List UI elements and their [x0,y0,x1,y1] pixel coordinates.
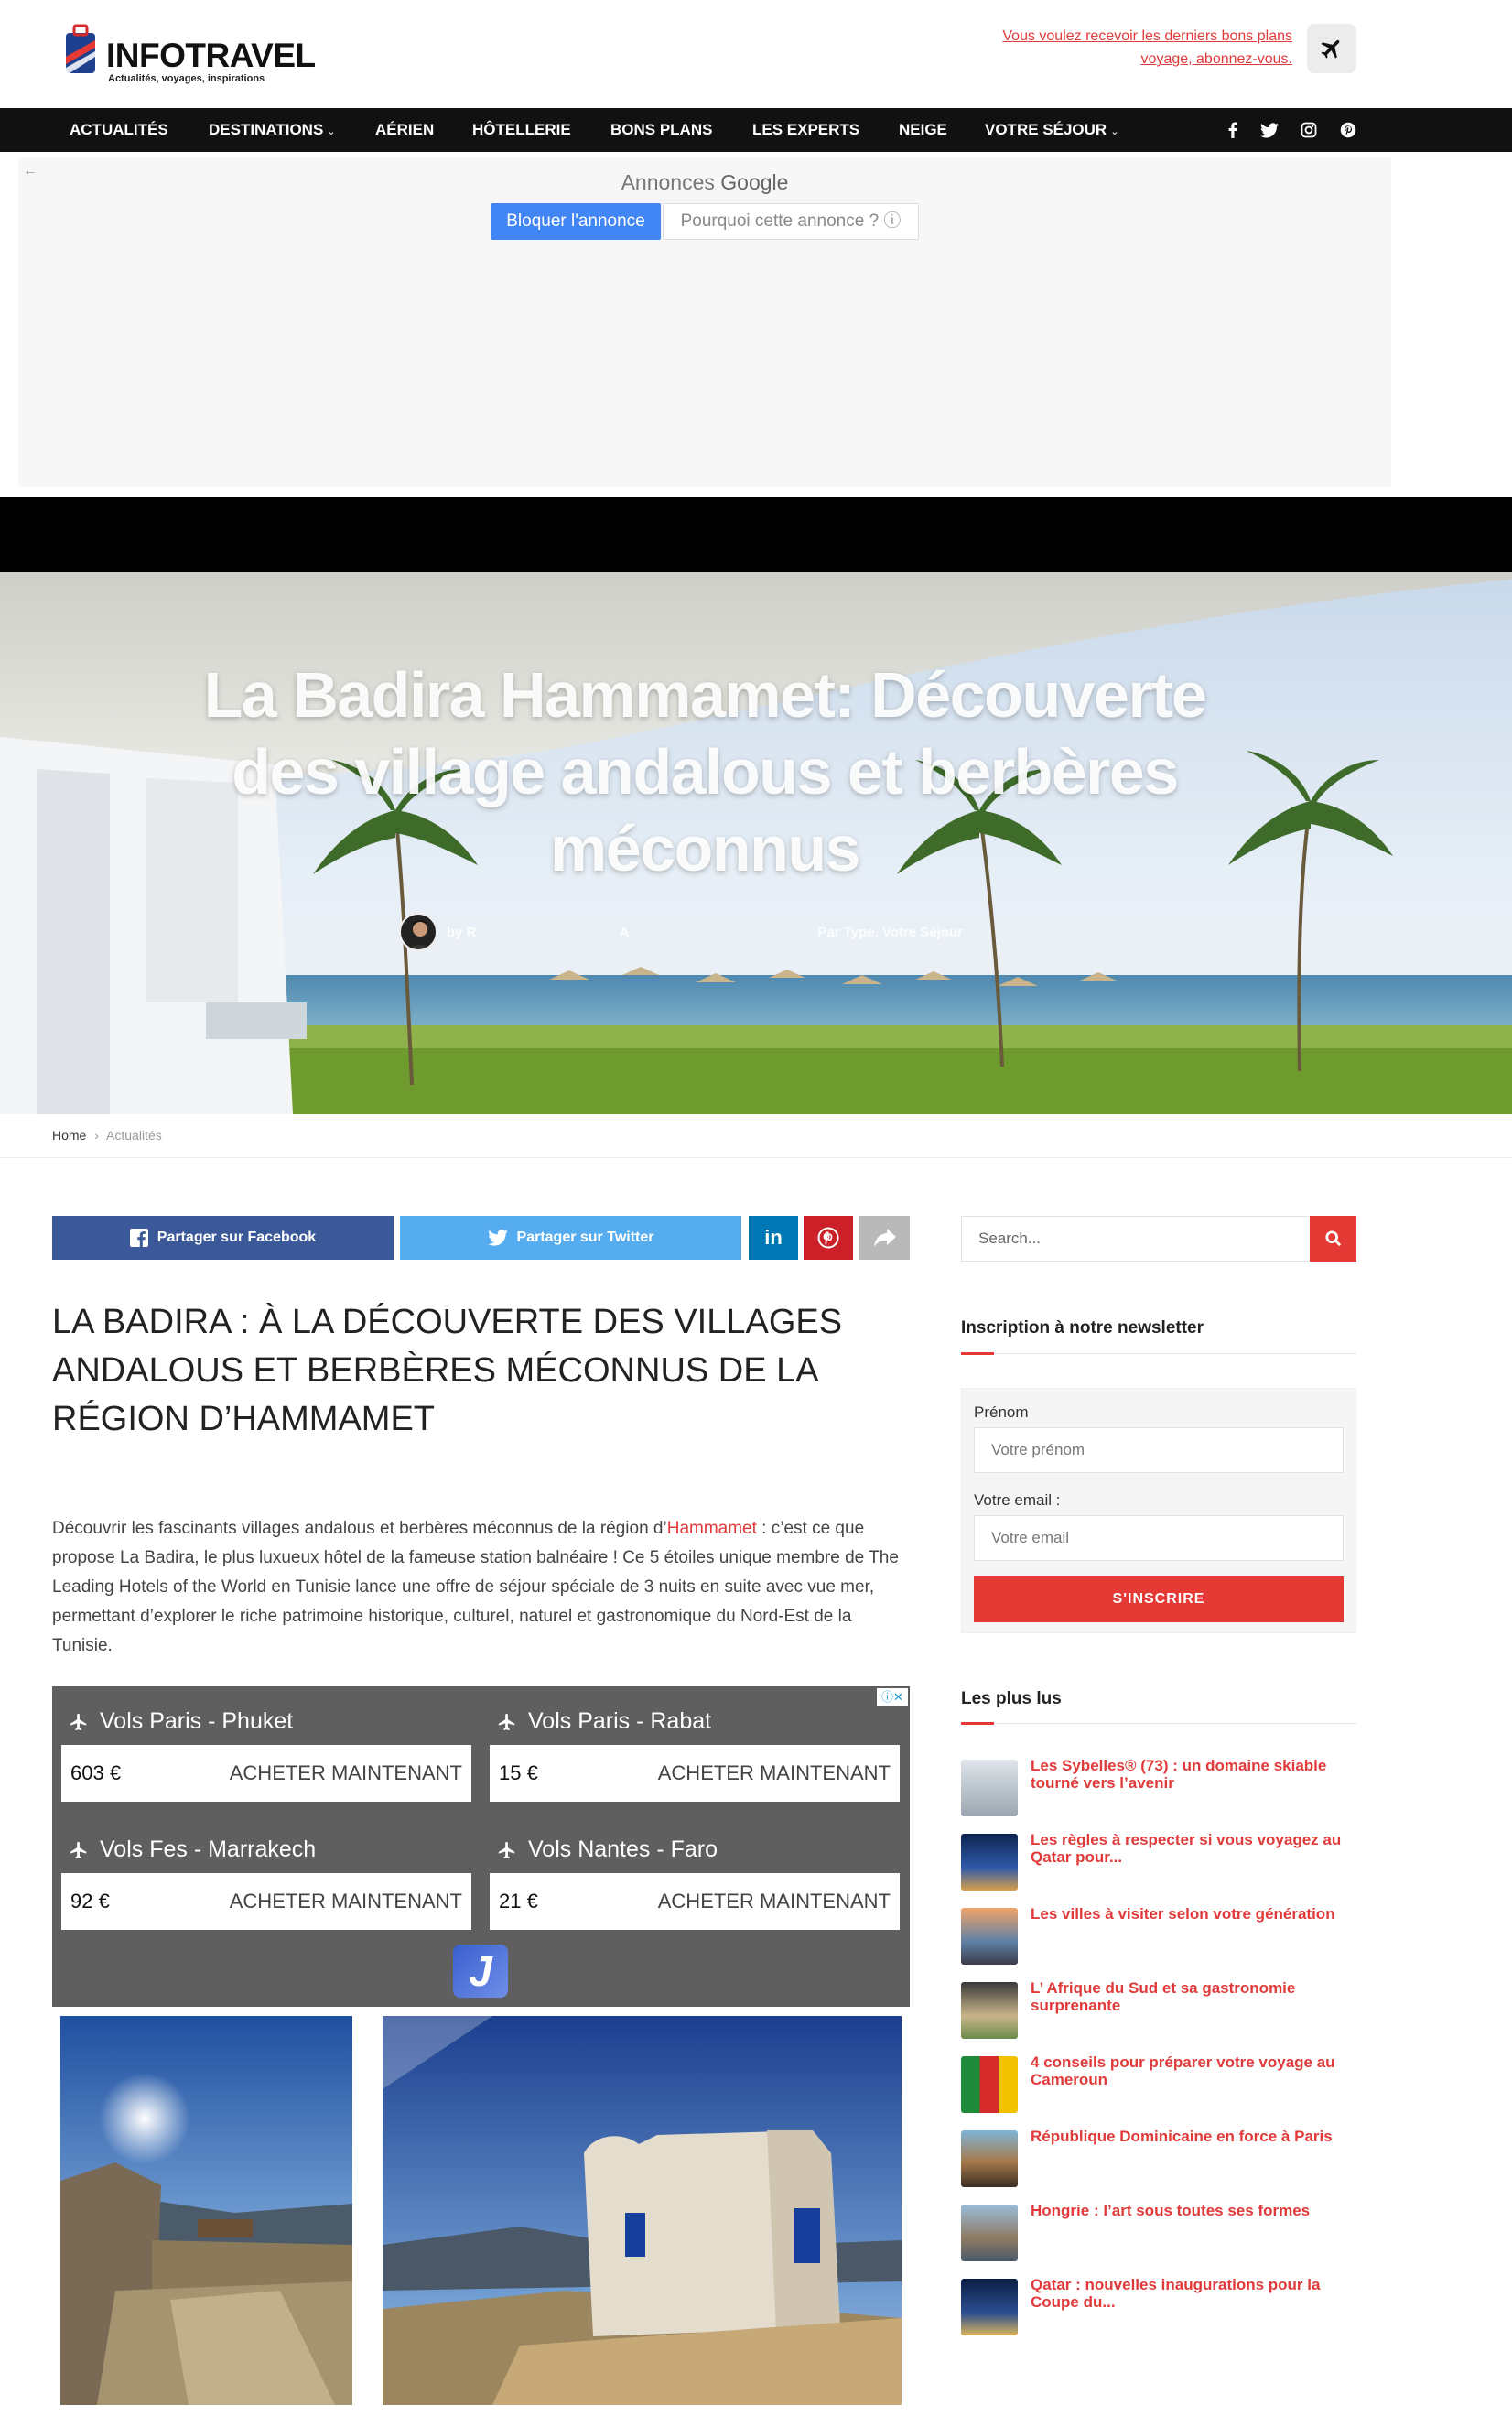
hero-meta [399,913,968,951]
share-pinterest-button[interactable] [804,1216,853,1260]
popular-thumbnail[interactable] [961,1834,1018,1891]
plane-icon [497,1840,517,1860]
linkedin-icon: in [764,1226,783,1249]
popular-title[interactable]: Les Sybelles® (73) : un domaine skiable tourné vers l’avenir [1031,1757,1327,1792]
logo-tagline: Actualités, voyages, inspirations [108,73,265,84]
firstname-field[interactable]: Votre prénom [974,1427,1344,1473]
flight-offer-3[interactable] [490,1873,900,1930]
twitter-icon[interactable] [1256,108,1283,152]
author-name[interactable]: by R [447,924,477,940]
plane-icon [497,1712,517,1732]
breadcrumb-separator: › [94,1128,99,1143]
article-intro [52,1514,908,1661]
article-photo-white-house[interactable] [383,2016,902,2405]
article-title: LA BADIRA : À LA DÉCOUVERTE DES VILLAGES ANDALOUS ET BERBÈRES MÉCONNUS DE LA RÉGION D’HAMMAMET [52,1303,843,1438]
flight-route-label: Vols Paris - Rabat [528,1708,712,1734]
block-ad-button[interactable]: Bloquer l'annonce [491,203,661,240]
breadcrumb-current[interactable]: Actualités [106,1128,162,1143]
buy-now-button[interactable]: ACHETER MAINTENANT [657,1761,891,1784]
buy-now-button[interactable]: ACHETER MAINTENANT [657,1890,891,1912]
nav-label: HÔTELLERIE [472,121,571,138]
subscribe-button[interactable]: S'INSCRIRE [974,1576,1344,1622]
flights-ad [52,1686,910,2007]
post-categories[interactable]: Par Type, Votre Séjour [817,924,964,940]
nav-item-actualites[interactable] [70,108,168,152]
popular-item[interactable] [961,2130,1356,2189]
popular-title[interactable]: Les règles à respecter si vous voyagez au Qatar pour... [1031,1831,1342,1866]
hero-title: La Badira Hammamet: Découverte des village andalous et berbères méconnus [203,659,1206,884]
flight-offer-1[interactable] [490,1745,900,1802]
section-divider [961,1723,1356,1724]
firstname-label: Prénom [974,1403,1029,1421]
popular-thumbnail[interactable] [961,2279,1018,2335]
popular-thumbnail[interactable] [961,2205,1018,2261]
pinterest-icon[interactable] [1334,108,1362,152]
popular-title[interactable]: 4 conseils pour préparer votre voyage au Cameroun [1031,2053,1335,2088]
email-label: Votre email : [974,1491,1061,1509]
newsletter-form [961,1388,1356,1633]
plane-icon [1319,36,1345,61]
share-facebook-button[interactable] [52,1216,394,1260]
popular-thumbnail[interactable] [961,1760,1018,1816]
search-input[interactable]: Search... [961,1216,1311,1262]
popular-thumbnail[interactable] [961,1908,1018,1965]
flight-route-2[interactable] [69,1837,316,1863]
popular-thumbnail[interactable] [961,2056,1018,2113]
flight-offer-0[interactable] [61,1745,471,1802]
back-arrow-icon[interactable]: ← [23,163,38,179]
nav-item-votre-sejour[interactable] [985,108,1118,152]
nav-item-bons-plans[interactable] [610,108,712,152]
flight-route-0[interactable] [69,1708,293,1735]
ad-label-brand: Google [720,170,789,194]
nav-item-les-experts[interactable] [752,108,859,152]
flight-route-3[interactable] [497,1837,718,1863]
buy-now-button[interactable]: ACHETER MAINTENANT [229,1890,462,1912]
popular-title[interactable]: République Dominicaine en force à Paris [1031,2128,1333,2145]
black-band [0,497,1512,572]
nav-label: NEIGE [899,121,947,138]
popular-item[interactable] [961,1757,1356,1818]
breadcrumb [52,1128,162,1143]
plane-icon [69,1840,89,1860]
popular-title[interactable]: Hongrie : l’art sous toutes ses formes [1031,2202,1311,2219]
adchoices-icon[interactable]: ⓘ✕ [877,1688,908,1706]
facebook-icon[interactable] [1219,108,1247,152]
author-avatar[interactable] [399,913,437,951]
popular-thumbnail[interactable] [961,1982,1018,2039]
share-twitter-label: Partager sur Twitter [516,1230,654,1245]
twitter-icon [488,1230,508,1246]
popular-title[interactable]: Qatar : nouvelles inaugurations pour la Coupe du... [1031,2276,1321,2311]
logo-text: INFOTRAVEL [106,37,316,74]
popular-title[interactable]: Les villes à visiter selon votre génération [1031,1905,1335,1923]
popular-item[interactable] [961,2276,1356,2337]
site-header [0,0,1512,108]
main-nav [0,108,1512,152]
intro-text-after: : c’est ce que propose La Badira, le plus luxueux hôtel de la fameuse station balnéaire ! Ce 5 étoiles unique membre de The Leading Hotels of the World en Tunisie lance une offre de séjour spéciale de 3 nuits en suite avec vue mer, permettant d’explorer le riche patrimoine historique, culturel, naturel et gastronomique du Nord-Est de la Tunisie. [52,1519,899,1655]
search-icon [1325,1230,1342,1247]
nav-label: ACTUALITÉS [70,121,168,138]
popular-title[interactable]: L’ Afrique du Sud et sa gastronomie surprenante [1031,1979,1296,2014]
popular-item[interactable] [961,2053,1356,2115]
nav-label: BONS PLANS [610,121,713,138]
email-field[interactable]: Votre email [974,1515,1344,1561]
plane-button[interactable] [1307,24,1356,73]
newsletter-heading: Inscription à notre newsletter [961,1318,1204,1338]
article-photo-village-path[interactable] [60,2016,352,2405]
nav-label: VOTRE SÉJOUR [985,121,1107,138]
popular-heading: Les plus lus [961,1689,1062,1708]
search-form [961,1216,1356,1262]
nav-label: LES EXPERTS [752,121,860,138]
nav-label: DESTINATIONS [209,121,324,138]
share-linkedin-button[interactable] [749,1216,798,1260]
ad-label [18,170,1391,195]
section-divider [961,1353,1356,1354]
chevron-down-icon: ⌄ [327,126,336,137]
plane-icon [69,1712,89,1732]
google-ad-area [18,157,1391,487]
logo-mark-icon [60,20,101,79]
ad-label-prefix: Annonces [621,170,715,194]
nav-item-hotellerie[interactable] [472,108,571,152]
flight-price: 21 € [499,1890,538,1912]
hero-banner [0,572,1512,1114]
post-date: A [619,924,630,940]
flight-route-label: Vols Fes - Marrakech [100,1837,317,1862]
share-twitter-button[interactable] [400,1216,741,1260]
popular-item[interactable] [961,2202,1356,2263]
flight-route-label: Vols Paris - Phuket [100,1708,294,1734]
buy-now-button[interactable]: ACHETER MAINTENANT [229,1761,462,1784]
instagram-icon[interactable] [1295,108,1323,152]
divider [0,1157,1512,1158]
flight-offer-2[interactable] [61,1873,471,1930]
newsletter-promo-link[interactable]: Vous voulez recevoir les derniers bons plans voyage, abonnez-vous. [1002,28,1292,67]
jetcost-logo[interactable]: J [453,1945,508,1998]
flight-price: 15 € [499,1761,538,1784]
popular-item[interactable] [961,1831,1356,1892]
nav-item-aerien[interactable] [375,108,434,152]
popular-item[interactable] [961,1905,1356,1967]
why-this-ad-button[interactable]: Pourquoi cette annonce ? ⓘ [663,203,919,240]
popular-item[interactable] [961,1979,1356,2041]
chevron-down-icon: ⌄ [1110,126,1119,137]
intro-text-before: Découvrir les fascinants villages andalous et berbères méconnus de la région d’ [52,1519,667,1538]
share-more-button[interactable] [859,1216,910,1260]
site-logo[interactable] [60,20,317,84]
nav-item-neige[interactable] [899,108,947,152]
flight-price: 92 € [70,1890,110,1912]
breadcrumb-home[interactable]: Home [52,1128,87,1143]
search-button[interactable] [1310,1216,1356,1262]
hammamet-link[interactable]: Hammamet [666,1519,757,1538]
pinterest-icon [817,1227,839,1249]
flight-price: 603 € [70,1761,122,1784]
popular-thumbnail[interactable] [961,2130,1018,2187]
flight-route-label: Vols Nantes - Faro [528,1837,718,1862]
share-facebook-label: Partager sur Facebook [157,1230,317,1245]
nav-label: AÉRIEN [375,121,435,138]
facebook-icon [130,1229,148,1247]
nav-item-destinations[interactable] [209,108,336,152]
flight-route-1[interactable] [497,1708,711,1735]
share-arrow-icon [874,1229,896,1247]
